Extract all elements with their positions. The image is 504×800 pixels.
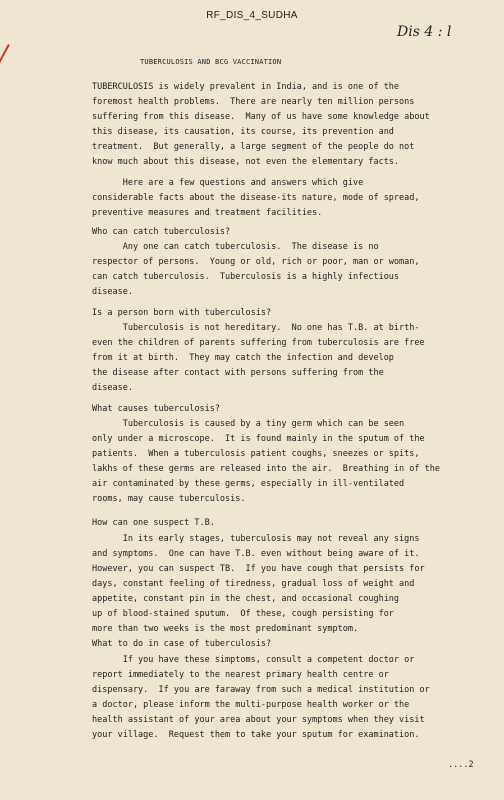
- handwritten-annotation: Dis 4 : l: [397, 24, 452, 40]
- document-title: TUBERCULOSIS AND BCG VACCINATION: [140, 58, 282, 66]
- answer-paragraph: Tuberculosis is not hereditary. No one has T.B. at birth- even the children of parents suffering from tuberculosis are free from it at birth. They may catch the infection and develop the disease after contact with persons suffering from the disease.: [92, 323, 425, 393]
- answer-paragraph: If you have these simptoms, consult a competent doctor or report immediately to the nearest primary health centre or dispensary. If you are faraway from such a medical institution or a doctor, please inform the multi-purpose health worker or the health assistant of your area about your symptoms when they visit your village. Request them to take your sputum for examination.: [92, 655, 430, 740]
- red-pen-mark: [0, 44, 10, 68]
- question-heading: What causes tuberculosis?: [92, 404, 220, 414]
- intro-paragraph: TUBERCULOSIS is widely prevalent in India, and is one of the foremost health problems. There are nearly ten million persons suffering from this disease. Many of us have some knowledge about this disease, its causation, its course, its prevention and treatment. But generally, a large segment of the people do not know much about this disease, not even the elementary facts.: [92, 82, 430, 167]
- intro-paragraph-2: Here are a few questions and answers which give considerable facts about the disease-its nature, mode of spread, preventive measures and treatment facilities.: [92, 178, 420, 218]
- document-code: RF_DIS_4_SUDHA: [206, 10, 298, 21]
- page-continuation: ....2: [448, 760, 474, 770]
- answer-paragraph: Tuberculosis is caused by a tiny germ which can be seen only under a microscope. It is found mainly in the sputum of the patients. When a tuberculosis patient coughs, sneezes or spits, lakhs of these germs are released into the air. Breathing in of the air contaminated by these germs, especially in ill-ventilated rooms, may cause tuberculosis.: [92, 419, 440, 504]
- question-heading: How can one suspect T.B.: [92, 518, 215, 528]
- question-heading: Is a person born with tuberculosis?: [92, 308, 272, 318]
- answer-paragraph: In its early stages, tuberculosis may not reveal any signs and symptoms. One can have T.B. even without being aware of it. However, you can suspect TB. If you have cough that persists for days, constant feeling of tiredness, gradual loss of weight and appetite, constant pin in the chest, and occasional coughing up of blood-stained sputum. Of these, cough persisting for more than two weeks is the most predominant symptom.: [92, 534, 425, 634]
- question-heading: Who can catch tuberculosis?: [92, 227, 231, 237]
- question-heading: What to do in case of tuberculosis?: [92, 639, 272, 649]
- answer-paragraph: Any one can catch tuberculosis. The disease is no respector of persons. Young or old, rich or poor, man or woman, can catch tuberculosis. Tuberculosis is a highly infectious disease.: [92, 242, 420, 297]
